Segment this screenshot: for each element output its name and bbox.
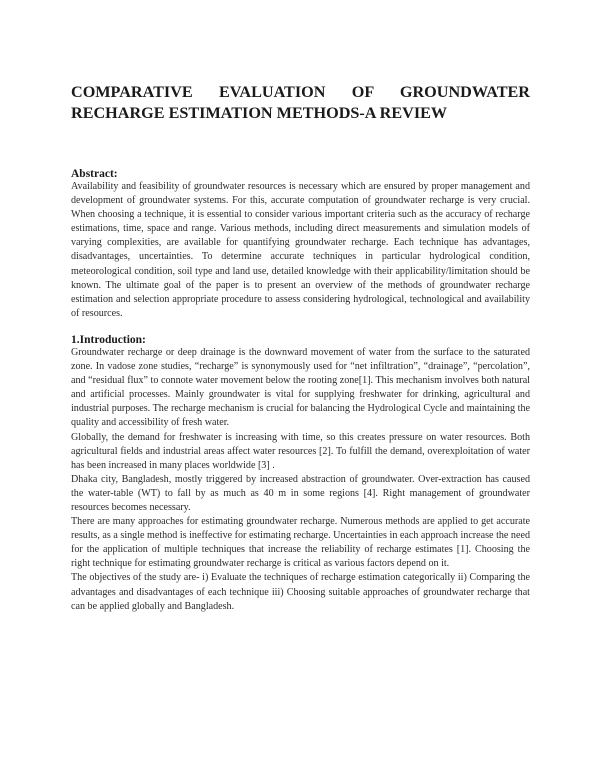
paper-title-line-1: COMPARATIVE EVALUATION OF GROUNDWATER [71,83,530,101]
introduction-paragraph-2: Globally, the demand for freshwater is increasing with time, so this creates pressure on water resources. Both agricultural fields and industrial areas affect water resources [2]. To fulfill the demand, overexploitation of water has been increased in many places worldwide [3] . [71,431,530,471]
paper-title-line-2: RECHARGE ESTIMATION METHODS-A REVIEW [71,104,448,122]
abstract-text: Availability and feasibility of groundwater resources is necessary which are ensured by proper management and development of groundwater systems. For this, accurate computation of groundwater recharge is very crucial. When choosing a technique, it is essential to consider various important criteria such as the accuracy of recharge estimations, time, space and range. Various methods, including direct measurements and simulation models of varying complexities, are available for quantifying groundwater recharge. Each technique has advantages, disadvantages, uncertainties. To determine accurate techniques in particular hydrological condition, meteorological condition, soil type and land use, detailed knowledge with their applicability/limitation should be known. The ultimate goal of the paper is to present an overview of the methods of groundwater recharge estimation and selection appropriate procedure to assess considering hydrological, technological and availability of resources. [71,181,530,319]
introduction-paragraph-4: There are many approaches for estimating groundwater recharge. Numerous methods are applied to get accurate results, as a single method is ineffective for estimating recharge. Uncertainties in each approach increase the need for the application of multiple techniques that increase the reliability of recharge estimates [1]. Choosing the right technique for estimating groundwater recharge is critical as various factors depend on it. [71,516,530,570]
introduction-heading: 1.Introduction: [71,333,146,346]
introduction-paragraph-5: The objectives of the study are- i) Evaluate the techniques of recharge estimation categorically ii) Comparing the advantages and disadvantages of each technique iii) Choosing suitable approaches of groundwater recharge that can be applied globally and Bangladesh. [71,572,530,612]
page-content [71,82,530,614]
introduction-paragraph-1: Groundwater recharge or deep drainage is the downward movement of water from the surface to the saturated zone. In vadose zone studies, “recharge” is synonymously used for “net infiltration”, “drainage”, “percolation”, and “residual flux” to connote water movement below the rooting zone[1]. This mechanism involves both natural and artificial processes. Mainly groundwater is vital for supplying freshwater for drinking, agricultural and industrial purposes. The recharge mechanism is crucial for balancing the Hydrological Cycle and maintaining the quality and accessibility of fresh water. [71,346,530,429]
paper-title [71,82,530,124]
introduction-paragraph-3: Dhaka city, Bangladesh, mostly triggered by increased abstraction of groundwater. Over-extraction has caused the water-table (WT) to fall by as much as 40 m in some regions [4]. Right management of groundwater resources becomes necessary. [71,473,530,513]
abstract-heading: Abstract: [71,168,118,180]
